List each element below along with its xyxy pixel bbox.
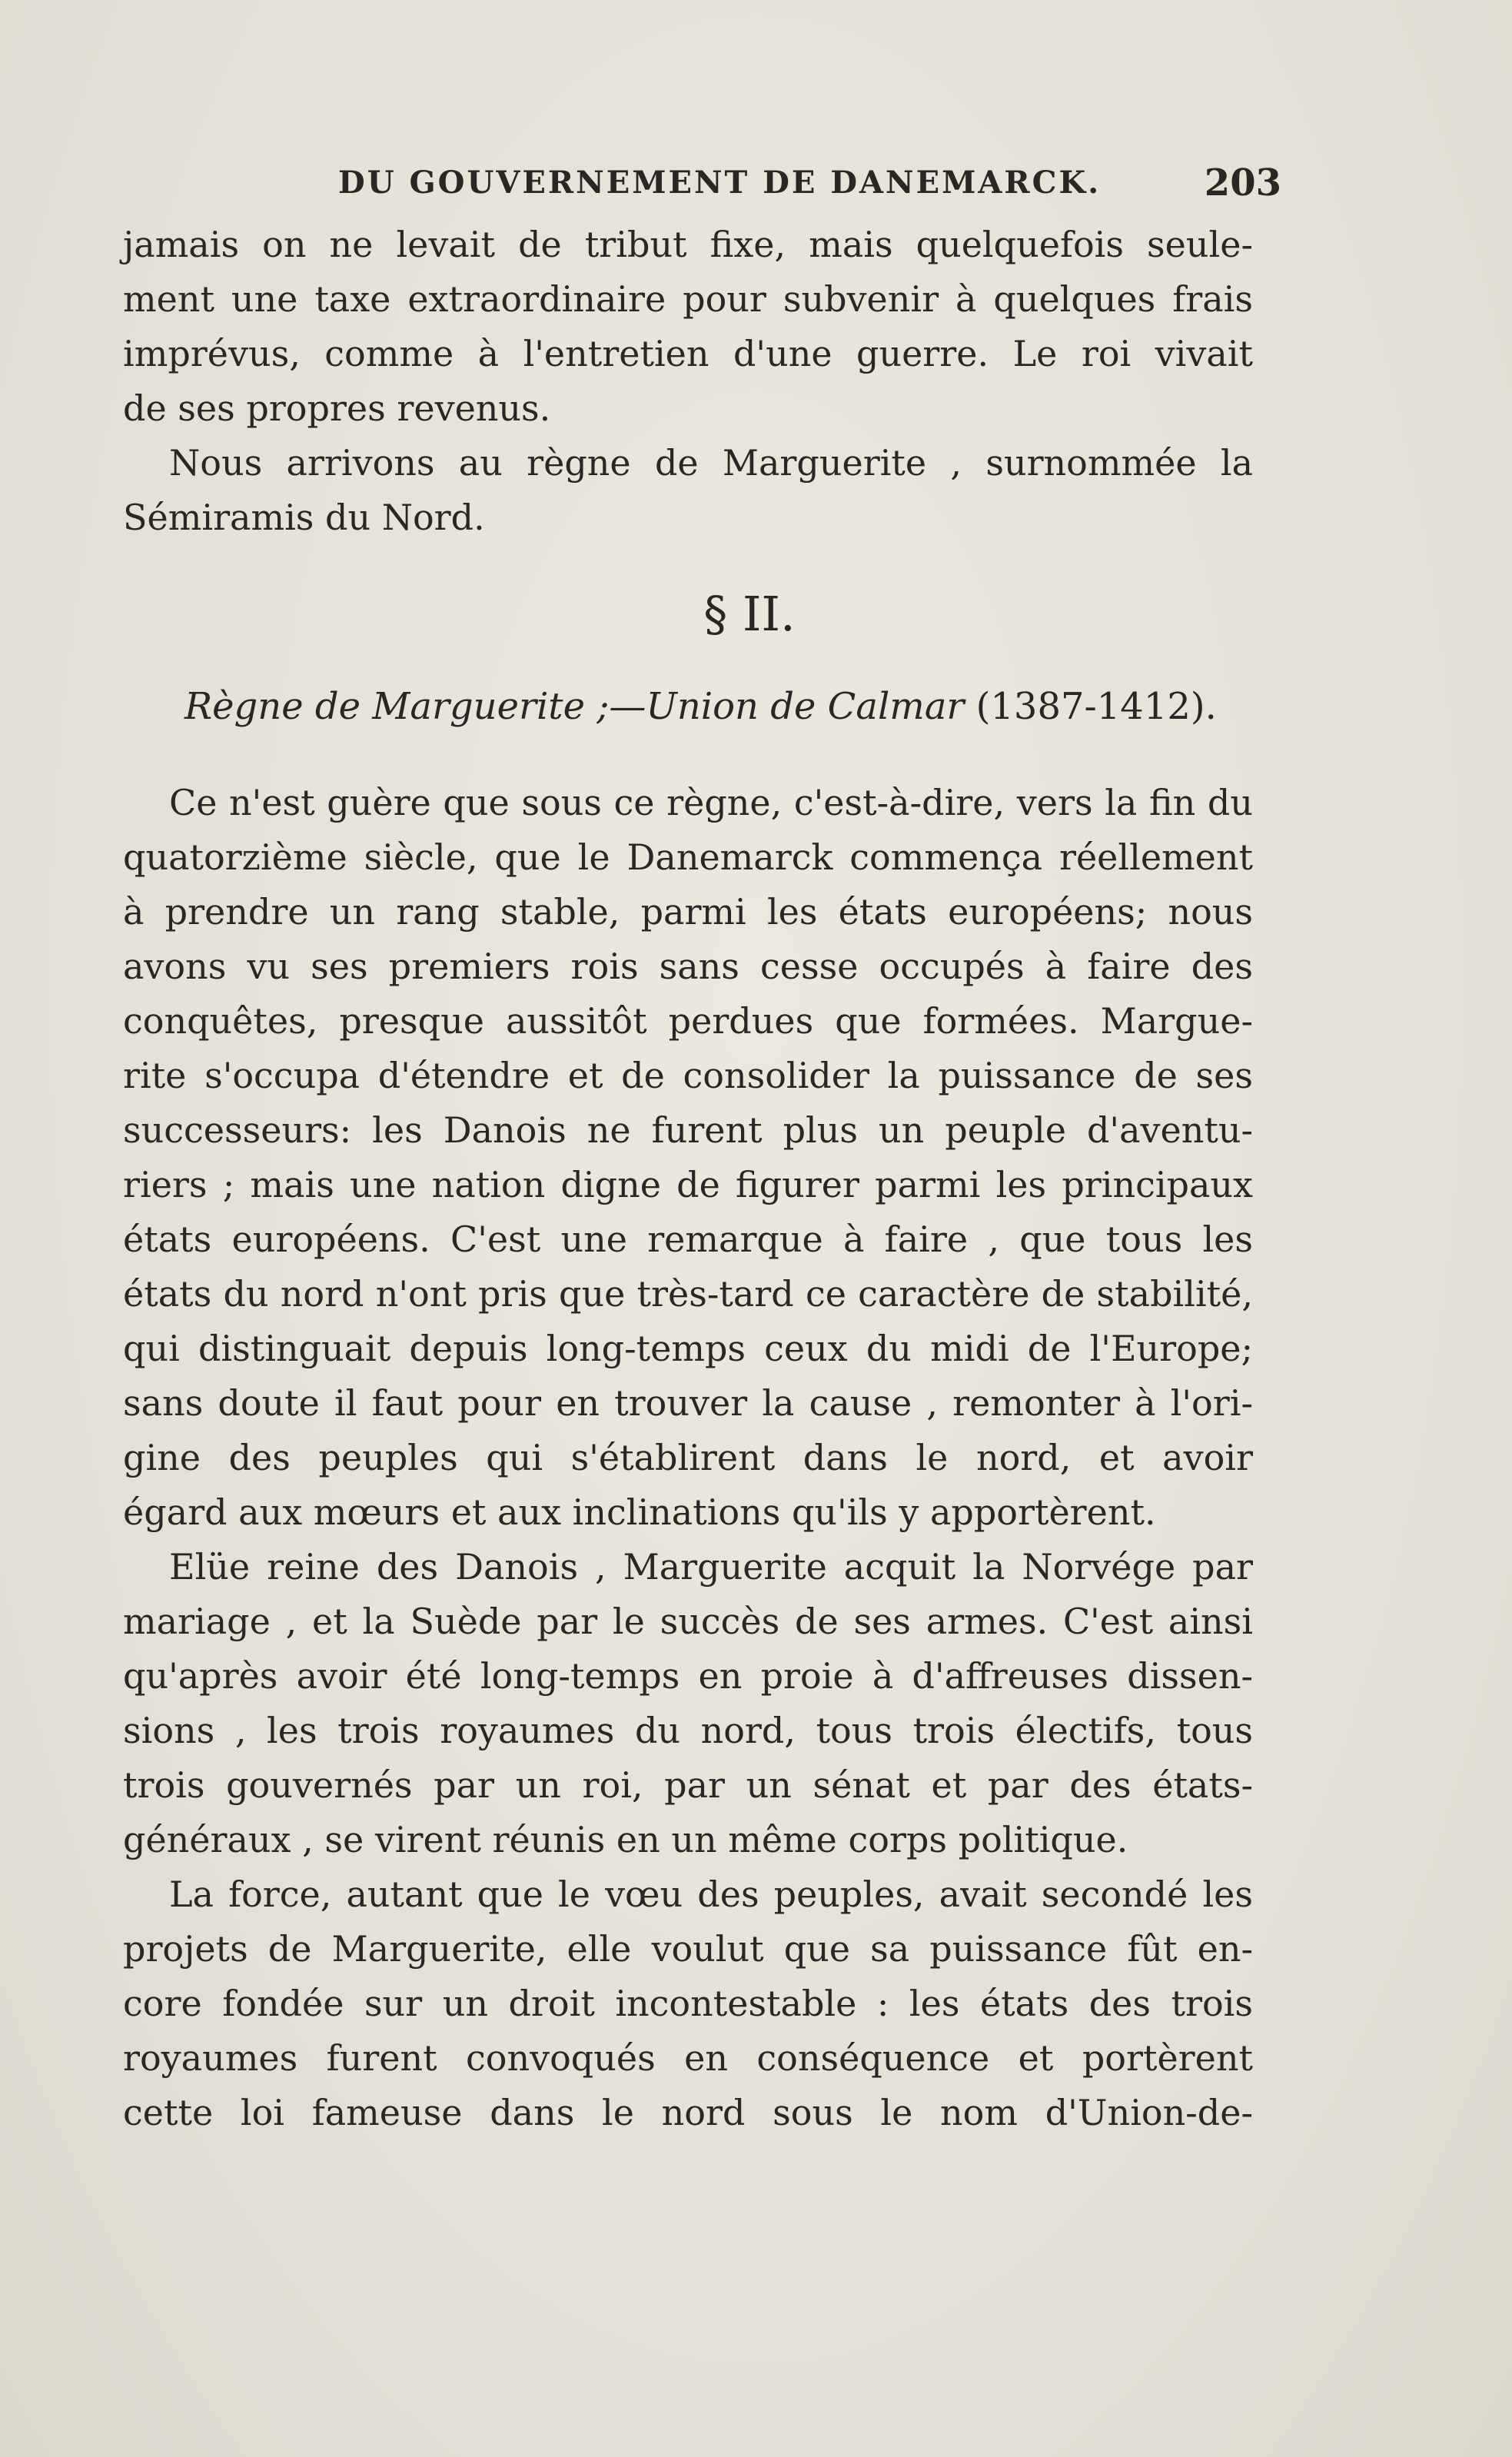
text-line: quatorzième siècle, que le Danemarck commença réellement — [123, 836, 1253, 878]
text-line: ment une taxe extraordinaire pour subvenir à quelques frais — [123, 278, 1253, 320]
section-heading: § II. — [703, 586, 796, 642]
text-line: gine des peuples qui s'établirent dans le nord, et avoir — [123, 1437, 1253, 1478]
section-title: Règne de Marguerite ;—Union de Calmar — [184, 685, 965, 728]
text-line: riers ; mais une nation digne de figurer parmi les principaux — [123, 1164, 1253, 1205]
paragraph — [123, 776, 1253, 1540]
text-line: cette loi fameuse dans le nord sous le nom d'Union-de- — [123, 2092, 1253, 2133]
body-text — [123, 218, 1253, 2140]
text-line: Ce n'est guère que sous ce règne, c'est-à-dire, vers la fin du — [169, 782, 1253, 823]
text-line: qui distinguait depuis long-temps ceux du midi de l'Europe; — [123, 1328, 1253, 1369]
text-line: Sémiramis du Nord. — [123, 497, 485, 538]
text-line: conquêtes, presque aussitôt perdues que formées. Margue- — [123, 1000, 1253, 1042]
paragraph — [123, 436, 1253, 545]
running-head — [123, 160, 1281, 206]
text-line: core fondée sur un droit incontestable : les états des trois — [123, 1983, 1253, 2024]
text-line: La force, autant que le vœu des peuples, avait secondé les — [169, 1874, 1253, 1915]
text-line: rite s'occupa d'étendre et de consolider la puissance de ses — [123, 1055, 1253, 1096]
text-line: successeurs: les Danois ne furent plus un peuple d'aventu- — [123, 1109, 1253, 1151]
text-line: avons vu ses premiers rois sans cesse occupés à faire des — [123, 946, 1253, 987]
text-line: états du nord n'ont pris que très-tard ce caractère de stabilité, — [123, 1273, 1253, 1315]
text-line: sions , les trois royaumes du nord, tous trois électifs, tous — [123, 1710, 1253, 1751]
text-line: trois gouvernés par un roi, par un sénat et par des états- — [123, 1764, 1253, 1806]
text-line: Elüe reine des Danois , Marguerite acquit la Norvége par — [169, 1546, 1253, 1588]
page-number: 203 — [1204, 161, 1281, 204]
text-line: qu'après avoir été long-temps en proie à d'affreuses dissen- — [123, 1655, 1253, 1697]
text-line: de ses propres revenus. — [123, 387, 551, 429]
text-line: jamais on ne levait de tribut fixe, mais quelquefois seule- — [123, 224, 1253, 265]
section-dates: (1387-1412). — [975, 685, 1217, 728]
text-line: à prendre un rang stable, parmi les états européens; nous — [123, 891, 1253, 933]
text-line: généraux , se virent réunis en un même corps politique. — [123, 1819, 1128, 1860]
text-line: états européens. C'est une remarque à faire , que tous les — [123, 1219, 1253, 1260]
paragraph — [123, 1867, 1253, 2140]
running-title: DU GOUVERNEMENT DE DANEMARCK. — [338, 165, 1102, 201]
section-subtitle — [123, 683, 1253, 756]
paragraph — [123, 218, 1253, 436]
text-line: Nous arrivons au règne de Marguerite , surnommée la — [169, 442, 1253, 484]
text-line: mariage , et la Suède par le succès de ses armes. C'est ainsi — [123, 1601, 1253, 1642]
paragraph — [123, 1540, 1253, 1867]
text-line: égard aux mœurs et aux inclinations qu'ils y apportèrent. — [123, 1491, 1156, 1533]
text-line: projets de Marguerite, elle voulut que sa puissance fût en- — [123, 1928, 1253, 1970]
text-line: imprévus, comme à l'entretien d'une guerre. Le roi vivait — [123, 333, 1253, 374]
text-line: sans doute il faut pour en trouver la cause , remonter à l'ori- — [123, 1382, 1253, 1424]
text-line: royaumes furent convoqués en conséquence et portèrent — [123, 2037, 1253, 2079]
spacer — [123, 756, 1253, 776]
